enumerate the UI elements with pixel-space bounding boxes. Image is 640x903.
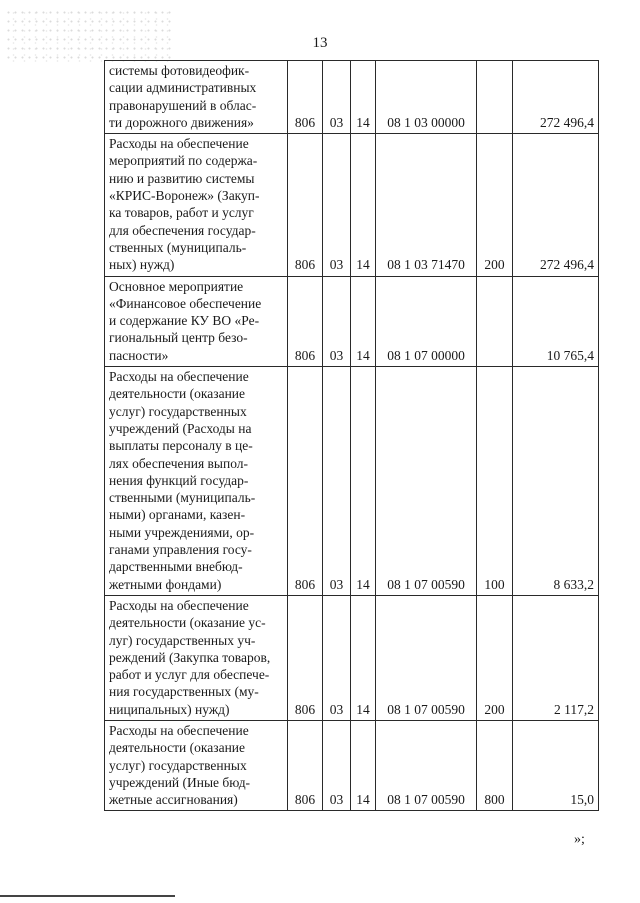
budget-table xyxy=(104,60,599,811)
subsection-cell: 14 xyxy=(351,276,376,366)
amount-cell: 8 633,2 xyxy=(513,367,599,596)
item-name-line: реждений (Закупка товаров, xyxy=(109,649,271,665)
item-name-line: ными) органами, казен- xyxy=(109,507,246,523)
item-name-line: правонарушений в облас- xyxy=(109,97,257,113)
expense-type-cell: 800 xyxy=(477,720,513,810)
item-name-line: ганами управления госу- xyxy=(109,542,252,558)
item-name-line: ка товаров, работ и услуг xyxy=(109,205,254,221)
table-row xyxy=(105,61,599,134)
item-name-line: услуг) государственных xyxy=(109,403,247,419)
section-cell: 03 xyxy=(323,61,351,134)
ved-cell: 806 xyxy=(288,367,323,596)
table-row xyxy=(105,720,599,810)
ved-cell: 806 xyxy=(288,595,323,720)
section-cell: 03 xyxy=(323,595,351,720)
item-name-line: Расходы на обеспечение xyxy=(109,597,249,613)
item-name-line: ных) нужд) xyxy=(109,257,175,273)
item-name-cell xyxy=(105,276,288,366)
amount-cell: 15,0 xyxy=(513,720,599,810)
expense-type-cell xyxy=(477,61,513,134)
item-name-line: и содержание КУ ВО «Ре- xyxy=(109,313,260,329)
bottom-rule xyxy=(0,895,175,897)
item-name-cell xyxy=(105,367,288,596)
item-name-cell xyxy=(105,61,288,134)
item-name-line: услуг) государственных xyxy=(109,757,247,773)
expense-type-cell: 200 xyxy=(477,595,513,720)
table-row xyxy=(105,134,599,276)
ved-cell: 806 xyxy=(288,61,323,134)
subsection-cell: 14 xyxy=(351,720,376,810)
table-row xyxy=(105,367,599,596)
item-name-line: Расходы на обеспечение xyxy=(109,369,249,385)
item-name-line: ти дорожного движения» xyxy=(109,114,254,130)
target-article-cell: 08 1 07 00590 xyxy=(376,720,477,810)
ved-cell: 806 xyxy=(288,720,323,810)
target-article-cell: 08 1 07 00590 xyxy=(376,367,477,596)
item-name-line: Расходы на обеспечение xyxy=(109,136,249,152)
section-cell: 03 xyxy=(323,367,351,596)
item-name-line: гиональный центр безо- xyxy=(109,330,248,346)
item-name-line: сации административных xyxy=(109,80,257,96)
page-number: 13 xyxy=(312,35,328,51)
item-name-line: мероприятий по содержа- xyxy=(109,153,258,169)
item-name-line: нения функций государ- xyxy=(109,472,249,488)
item-name-line: луг) государственных уч- xyxy=(109,632,256,648)
subsection-cell: 14 xyxy=(351,595,376,720)
expense-type-cell: 200 xyxy=(477,134,513,276)
budget-table-body xyxy=(105,61,599,811)
subsection-cell: 14 xyxy=(351,134,376,276)
section-cell: 03 xyxy=(323,134,351,276)
table-row xyxy=(105,595,599,720)
item-name-line: лях обеспечения выпол- xyxy=(109,455,249,471)
item-name-line: учреждений (Иные бюд- xyxy=(109,774,251,790)
target-article-cell: 08 1 03 71470 xyxy=(376,134,477,276)
target-article-cell: 08 1 03 00000 xyxy=(376,61,477,134)
target-article-cell: 08 1 07 00590 xyxy=(376,595,477,720)
target-article-cell: 08 1 07 00000 xyxy=(376,276,477,366)
item-name-line: дарственными внебюд- xyxy=(109,559,243,575)
item-name-line: ния государственных (му- xyxy=(109,684,259,700)
item-name-line: деятельности (оказание xyxy=(109,386,246,402)
item-name-line: пасности» xyxy=(109,347,169,363)
item-name-line: «Финансовое обеспечение xyxy=(109,295,262,311)
item-name-line: «КРИС-Воронеж» (Закуп- xyxy=(109,188,260,204)
amount-cell: 272 496,4 xyxy=(513,61,599,134)
item-name-cell xyxy=(105,595,288,720)
item-name-line: учреждений (Расходы на xyxy=(109,420,252,436)
item-name-line: деятельности (оказание ус- xyxy=(109,615,266,631)
expense-type-cell: 100 xyxy=(477,367,513,596)
item-name-line: нию и развитию системы xyxy=(109,170,255,186)
item-name-line: ственными (муниципаль- xyxy=(109,490,256,506)
item-name-cell xyxy=(105,134,288,276)
closing-quote-mark: »; xyxy=(574,832,585,847)
amount-cell: 10 765,4 xyxy=(513,276,599,366)
item-name-line: ниципальных) нужд) xyxy=(109,701,230,717)
item-name-line: ственных (муниципаль- xyxy=(109,239,247,255)
subsection-cell: 14 xyxy=(351,367,376,596)
item-name-line: работ и услуг для обеспече- xyxy=(109,667,270,683)
expense-type-cell xyxy=(477,276,513,366)
section-cell: 03 xyxy=(323,720,351,810)
item-name-line: для обеспечения государ- xyxy=(109,222,256,238)
item-name-line: жетными фондами) xyxy=(109,576,222,592)
ved-cell: 806 xyxy=(288,134,323,276)
item-name-line: Основное мероприятие xyxy=(109,278,244,294)
item-name-line: Расходы на обеспечение xyxy=(109,722,249,738)
item-name-cell xyxy=(105,720,288,810)
item-name-line: деятельности (оказание xyxy=(109,740,246,756)
amount-cell: 2 117,2 xyxy=(513,595,599,720)
table-row xyxy=(105,276,599,366)
item-name-line: выплаты персоналу в це- xyxy=(109,438,253,454)
ved-cell: 806 xyxy=(288,276,323,366)
item-name-line: жетные ассигнования) xyxy=(109,792,238,808)
item-name-line: ными учреждениями, ор- xyxy=(109,524,255,540)
amount-cell: 272 496,4 xyxy=(513,134,599,276)
item-name-line: системы фотовидеофик- xyxy=(109,63,250,78)
subsection-cell: 14 xyxy=(351,61,376,134)
section-cell: 03 xyxy=(323,276,351,366)
